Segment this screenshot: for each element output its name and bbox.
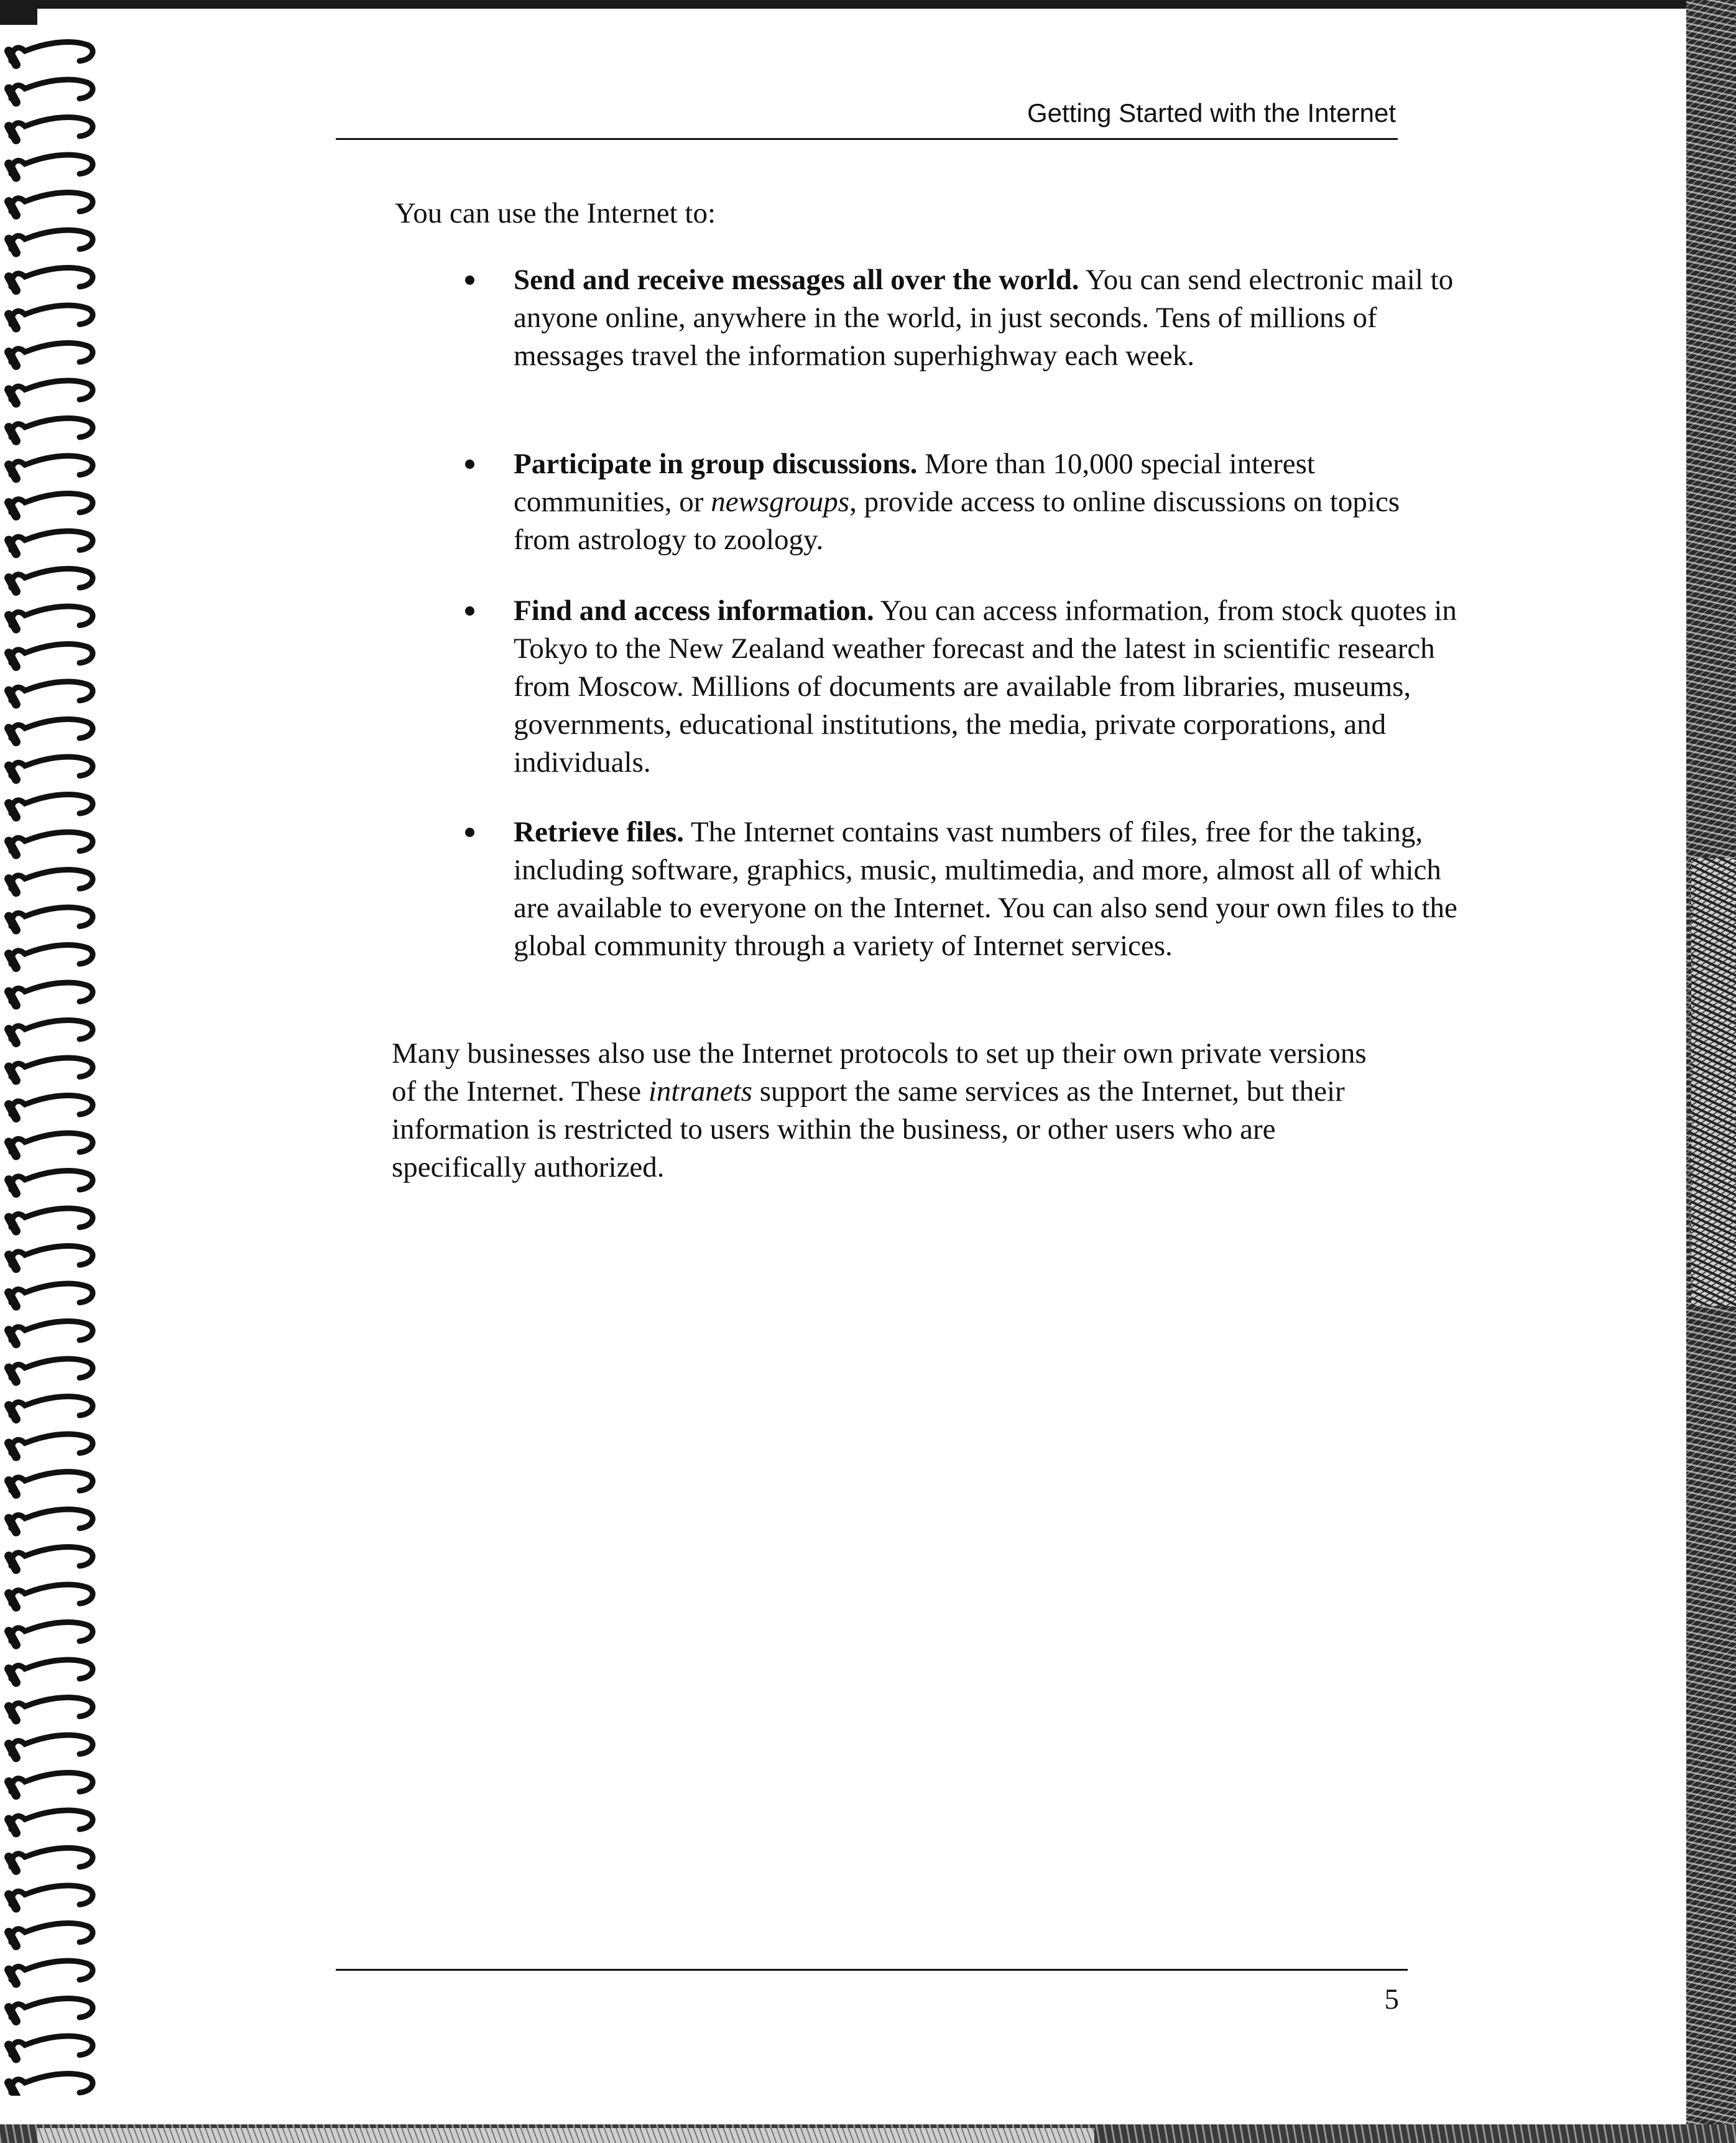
spiral-coil xyxy=(11,1020,93,1039)
bullet-text: You can send electronic mail to anyone online, anywhere in the world, in just seconds. Tens of millions of messages travel the information superhighway each week. xyxy=(514,264,1454,372)
spiral-coil xyxy=(11,1547,93,1566)
intro-paragraph: You can use the Internet to: xyxy=(395,197,716,229)
spiral-coil xyxy=(11,155,93,174)
bullet-lead: Find and access information. xyxy=(514,595,874,627)
bullet-lead: Retrieve files. xyxy=(514,816,685,848)
closing-text: Many businesses also use the Internet protocols to set up their own private versions of the Internet. These xyxy=(392,1037,1367,1108)
spiral-coil xyxy=(11,1697,93,1716)
spiral-coil xyxy=(11,1848,93,1867)
page-number: 5 xyxy=(1384,1983,1399,2016)
spiral-coil xyxy=(11,493,93,512)
spiral-coil xyxy=(11,606,93,626)
spiral-coil xyxy=(11,1170,93,1190)
scan-top-edge xyxy=(0,0,1736,9)
spiral-coil xyxy=(11,644,93,663)
spiral-coil xyxy=(11,117,93,136)
spiral-coil xyxy=(11,869,93,889)
spiral-coil xyxy=(11,945,93,964)
bullet-text: More than 10,000 special interest communities, or xyxy=(514,448,1315,518)
spiral-coil xyxy=(11,192,93,211)
closing-paragraph xyxy=(392,1035,1387,1187)
spiral-coil xyxy=(11,267,93,287)
spiral-coil xyxy=(11,1284,93,1303)
spiral-coil xyxy=(11,2073,93,2093)
bullet-lead: Send and receive messages all over the world. xyxy=(514,264,1079,296)
spiral-coil xyxy=(11,1923,93,1942)
scan-right-edge-highlight xyxy=(1691,858,1736,1306)
spiral-coil xyxy=(11,1961,93,1980)
spiral-coil xyxy=(11,983,93,1002)
closing-italic-term: intranets xyxy=(648,1075,752,1108)
bullet-item-send-messages xyxy=(448,261,1459,375)
closing-text: support the same services as the Internet, but their information is restricted to users within the business, or other users who are specifically authorized. xyxy=(392,1075,1345,1183)
spiral-coil xyxy=(11,1585,93,1604)
spiral-coil xyxy=(11,719,93,738)
spiral-coil xyxy=(11,531,93,550)
spiral-coil xyxy=(11,1359,93,1378)
spiral-coil xyxy=(11,381,93,400)
spiral-coil xyxy=(11,1095,93,1114)
spiral-coil xyxy=(11,1133,93,1152)
bullet-icon xyxy=(465,460,474,469)
spiral-coil xyxy=(11,1246,93,1265)
spiral-coil xyxy=(11,1321,93,1340)
header-rule xyxy=(336,138,1398,140)
spiral-coil xyxy=(11,1622,93,1641)
spiral-coil xyxy=(11,1810,93,1830)
running-header: Getting Started with the Internet xyxy=(1027,98,1396,127)
spiral-coil xyxy=(11,1509,93,1529)
bullet-text: , provide access to online discussions on topics from astrology to zoology. xyxy=(514,486,1400,556)
spiral-coil xyxy=(11,230,93,249)
scan-bottom-edge-highlight xyxy=(37,2128,1094,2143)
spiral-coil xyxy=(11,80,93,99)
bullet-item-group-discussions xyxy=(448,445,1459,559)
spiral-coil xyxy=(11,1471,93,1491)
spiral-coil xyxy=(11,343,93,362)
spiral-coil xyxy=(11,794,93,813)
spiral-coil xyxy=(11,568,93,588)
spiral-coil xyxy=(11,1998,93,2017)
bullet-text: You can access information, from stock quotes in Tokyo to the New Zealand weather forecast and the latest in scientific research from Moscow. Millions of documents are available from libraries, museums, governments, educational institutions, the media, private corporations, and individuals. xyxy=(514,595,1457,779)
spiral-coil xyxy=(11,305,93,325)
spiral-coil xyxy=(11,757,93,776)
scan-corner xyxy=(0,0,37,25)
bullet-icon xyxy=(465,828,474,837)
bullet-italic-term: newsgroups xyxy=(711,486,850,518)
bullet-text: The Internet contains vast numbers of files, free for the taking, including software, graphics, music, multimedia, and more, almost all of which are available to everyone on the Internet. You can also send your own files to the global community through a variety of Internet services. xyxy=(514,816,1457,962)
spiral-coil xyxy=(11,418,93,437)
bullet-item-find-information xyxy=(448,592,1459,782)
spiral-coil xyxy=(11,1735,93,1754)
spiral-coil xyxy=(11,1660,93,1679)
bullet-icon xyxy=(465,275,474,285)
spiral-coil xyxy=(11,456,93,475)
spiral-coil xyxy=(11,682,93,701)
spiral-coil xyxy=(11,1772,93,1792)
footer-rule xyxy=(336,1969,1408,1971)
spiral-binding xyxy=(0,31,99,2096)
spiral-coil xyxy=(11,1208,93,1228)
spiral-coil xyxy=(11,42,93,61)
bullet-item-retrieve-files xyxy=(448,813,1459,965)
spiral-coil xyxy=(11,1058,93,1077)
bullet-lead: Participate in group discussions. xyxy=(514,448,918,480)
bullet-icon xyxy=(465,606,474,616)
spiral-coil xyxy=(11,1434,93,1453)
spiral-coil xyxy=(11,832,93,851)
spiral-coil xyxy=(11,1886,93,1905)
spiral-coil xyxy=(11,2036,93,2055)
spiral-coil xyxy=(11,1396,93,1415)
spiral-coil xyxy=(11,907,93,927)
